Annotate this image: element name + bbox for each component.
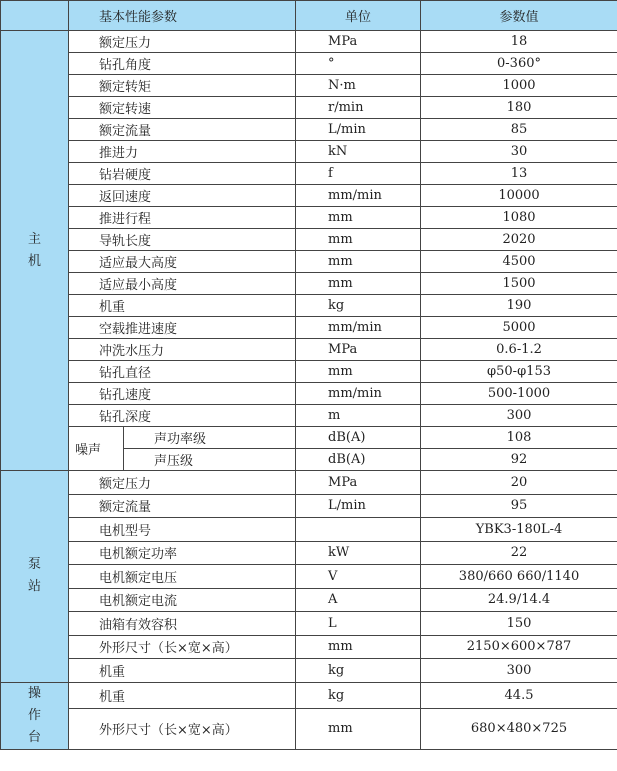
value-cell: 2020 [421, 229, 617, 251]
header-param: 基本性能参数 [69, 1, 296, 31]
value-cell: 44.5 [421, 682, 617, 709]
header-blank [1, 1, 69, 31]
value-cell: 13 [421, 163, 617, 185]
unit-cell: mm/min [296, 317, 421, 339]
table-row [1, 163, 617, 185]
param-cell: 电机额定电压 [69, 565, 296, 589]
table-row [1, 682, 617, 709]
unit-cell: V [296, 565, 421, 589]
unit-cell: mm [296, 273, 421, 295]
unit-cell: L/min [296, 494, 421, 518]
value-cell: 85 [421, 119, 617, 141]
param-cell: 机重 [69, 659, 296, 683]
table-row [1, 709, 617, 749]
table-row [1, 229, 617, 251]
unit-cell: MPa [296, 31, 421, 53]
param-cell: 电机额定电流 [69, 588, 296, 612]
table-row [1, 541, 617, 565]
unit-cell: L/min [296, 119, 421, 141]
table-row [1, 612, 617, 636]
unit-cell: A [296, 588, 421, 612]
table-row [1, 383, 617, 405]
table-row [1, 251, 617, 273]
unit-cell: mm [296, 229, 421, 251]
table-row [1, 471, 617, 495]
header-unit: 单位 [296, 1, 421, 31]
value-cell: 24.9/14.4 [421, 588, 617, 612]
unit-cell: MPa [296, 339, 421, 361]
unit-cell: mm [296, 361, 421, 383]
value-cell: 300 [421, 659, 617, 683]
param-cell: 额定流量 [69, 494, 296, 518]
table-row [1, 494, 617, 518]
value-cell: 20 [421, 471, 617, 495]
table-row [1, 317, 617, 339]
unit-cell [296, 518, 421, 542]
param-cell: 机重 [69, 295, 296, 317]
unit-cell: m [296, 405, 421, 427]
value-cell: 95 [421, 494, 617, 518]
value-cell: 2150×600×787 [421, 635, 617, 659]
param-cell: 额定压力 [69, 31, 296, 53]
value-cell: 30 [421, 141, 617, 163]
value-cell: 190 [421, 295, 617, 317]
unit-cell: ° [296, 53, 421, 75]
value-cell: 10000 [421, 185, 617, 207]
param-cell: 适应最小高度 [69, 273, 296, 295]
param-cell: 额定压力 [69, 471, 296, 495]
param-cell: 推进行程 [69, 207, 296, 229]
unit-cell: mm [296, 207, 421, 229]
param-cell: 钻孔深度 [69, 405, 296, 427]
table-row [1, 31, 617, 53]
header-value: 参数值 [421, 1, 617, 31]
param-cell: 推进力 [69, 141, 296, 163]
param-cell: 声功率级 [124, 427, 296, 449]
table-row [1, 295, 617, 317]
param-cell: 钻孔角度 [69, 53, 296, 75]
param-cell: 外形尺寸（长×宽×高） [69, 635, 296, 659]
param-cell: 适应最大高度 [69, 251, 296, 273]
value-cell: 180 [421, 97, 617, 119]
unit-cell: dB(A) [296, 427, 421, 449]
param-cell: 导轨长度 [69, 229, 296, 251]
unit-cell: r/min [296, 97, 421, 119]
param-cell: 机重 [69, 682, 296, 709]
table-row [1, 427, 617, 449]
value-cell: 18 [421, 31, 617, 53]
value-cell: 150 [421, 612, 617, 636]
table-row [1, 141, 617, 163]
param-cell: 钻孔速度 [69, 383, 296, 405]
unit-cell: dB(A) [296, 449, 421, 471]
value-cell: 108 [421, 427, 617, 449]
param-cell: 额定转速 [69, 97, 296, 119]
value-cell: 680×480×725 [421, 709, 617, 749]
param-cell: 电机型号 [69, 518, 296, 542]
param-cell: 电机额定功率 [69, 541, 296, 565]
unit-cell: mm [296, 635, 421, 659]
param-cell: 空载推进速度 [69, 317, 296, 339]
value-cell: 1500 [421, 273, 617, 295]
unit-cell: MPa [296, 471, 421, 495]
unit-cell: mm [296, 251, 421, 273]
param-cell: 钻岩硬度 [69, 163, 296, 185]
table-row [1, 565, 617, 589]
table-row [1, 588, 617, 612]
param-cell: 额定转矩 [69, 75, 296, 97]
param-cell: 油箱有效容积 [69, 612, 296, 636]
table-row [1, 361, 617, 383]
table-row [1, 207, 617, 229]
table-row [1, 339, 617, 361]
group-label: 主 机 [1, 31, 69, 471]
table-row [1, 119, 617, 141]
table-row [1, 659, 617, 683]
param-cell: 返回速度 [69, 185, 296, 207]
unit-cell: kg [296, 295, 421, 317]
table-row [1, 53, 617, 75]
value-cell: φ50-φ153 [421, 361, 617, 383]
value-cell: 0.6-1.2 [421, 339, 617, 361]
group-label: 操 作 台 [1, 682, 69, 749]
value-cell: 22 [421, 541, 617, 565]
group-label: 泵 站 [1, 471, 69, 683]
table-row [1, 635, 617, 659]
unit-cell: mm/min [296, 383, 421, 405]
table-header [1, 1, 617, 31]
table-row [1, 405, 617, 427]
unit-cell: mm [296, 709, 421, 749]
param-cell: 钻孔直径 [69, 361, 296, 383]
param-cell: 额定流量 [69, 119, 296, 141]
unit-cell: kg [296, 659, 421, 683]
table-row [1, 97, 617, 119]
unit-cell: L [296, 612, 421, 636]
value-cell: 1080 [421, 207, 617, 229]
param-cell: 外形尺寸（长×宽×高） [69, 709, 296, 749]
param-cell: 声压级 [124, 449, 296, 471]
value-cell: 0-360° [421, 53, 617, 75]
value-cell: 300 [421, 405, 617, 427]
table-row [1, 185, 617, 207]
unit-cell: mm/min [296, 185, 421, 207]
table-row [1, 75, 617, 97]
value-cell: 92 [421, 449, 617, 471]
table-row [1, 273, 617, 295]
noise-label: 噪声 [69, 427, 124, 471]
param-cell: 冲洗水压力 [69, 339, 296, 361]
unit-cell: N·m [296, 75, 421, 97]
unit-cell: kN [296, 141, 421, 163]
value-cell: 5000 [421, 317, 617, 339]
unit-cell: f [296, 163, 421, 185]
value-cell: 380/660 660/1140 [421, 565, 617, 589]
unit-cell: kg [296, 682, 421, 709]
value-cell: 1000 [421, 75, 617, 97]
value-cell: YBK3-180L-4 [421, 518, 617, 542]
value-cell: 500-1000 [421, 383, 617, 405]
unit-cell: kW [296, 541, 421, 565]
table-row [1, 518, 617, 542]
value-cell: 4500 [421, 251, 617, 273]
